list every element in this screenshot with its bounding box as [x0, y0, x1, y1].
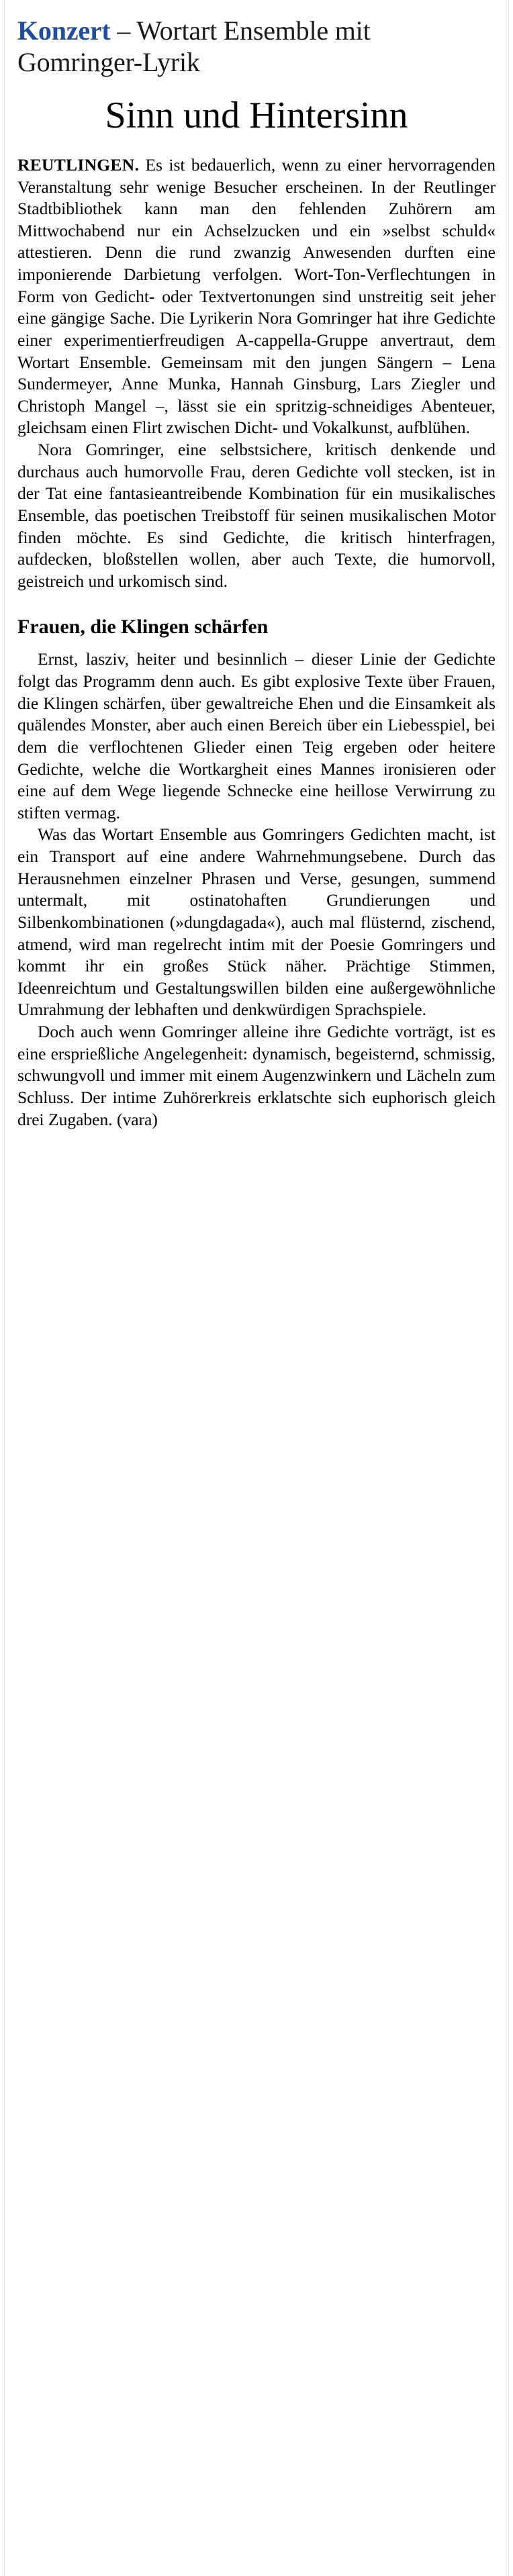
kicker-rest: Wortart Ensemble mit Gomringer-Lyrik — [17, 15, 371, 78]
article-kicker — [17, 15, 496, 78]
kicker-dash: – — [110, 15, 137, 46]
paragraph-2: Nora Gomringer, eine selbstsichere, kritisch denkende und durchaus auch humorvolle Frau, deren Gedichte voll stecken, ist in der Tat eine fantasieantreibende Kombination für ein musikalisches Ensemble, das poetischen Treibstoff für seinen musikalischen Motor finden möchte. Es sind Gedichte, die kritisch hinterfragen, aufdecken, bloßstellen wollen, aber auch Texte, die humorvoll, geistreich und urkomisch sind. — [17, 440, 496, 591]
article-subheading: Frauen, die Klingen schärfen — [17, 616, 269, 638]
paragraph-lead — [17, 154, 496, 439]
article-headline: Sinn und Hintersinn — [105, 95, 408, 137]
dateline: REUTLINGEN. — [17, 154, 140, 175]
column-rule-left — [4, 0, 5, 2576]
paragraph-3: Ernst, lasziv, heiter und besinnlich – dieser Linie der Gedichte folgt das Programm denn auch. Es gibt explosive Texte über Frauen, die Klingen schärfen, über gewaltreiche Ehen und die Einsamkeit als quälendes Monster, aber auch einen Bereich über ein Liebesspiel, bei dem die verflochtenen Glieder einen Teig ergeben oder heitere Gedichte, welche die Wortkargheit eines Mannes ironisieren oder eine auf dem Wege liegende Schnecke eine heillose Verwirrung zu stiften vermag. — [17, 649, 496, 822]
paragraph-5: Doch auch wenn Gomringer alleine ihre Gedichte vorträgt, ist es eine ersprießliche Angelegenheit: dynamisch, begeisternd, schmissig, schwungvoll und immer mit einem Augenzwinkern und Lächeln zum Schluss. Der intime Zuhörerkreis erklatschte sich euphorisch gleich drei Zugaben. (vara) — [17, 1022, 496, 1129]
paragraph-4: Was das Wortart Ensemble aus Gomringers Gedichten macht, ist ein Transport auf eine andere Wahrnehmungsebene. Durch das Herausnehmen einzelner Phrasen und Verse, gesungen, summend untermalt, mit ostinatohaften Grundierungen und Silbenkombinationen (»dungdagada«), auch mal flüsternd, zischend, atmend, wird man regelrecht intim mit der Poesie Gomringers und kommt ihr ein großes Stück näher. Prächtige Stimmen, Ideenreichtum und Gestaltungswillen bilden eine außergewöhnliche Umrahmung der lebhaften und denkwürdigen Sprachspiele. — [17, 824, 496, 1020]
column-rule-right — [508, 0, 509, 2576]
paragraph-lead-text: Es ist bedauerlich, wenn zu einer hervorragenden Veranstaltung sehr wenige Besucher erscheinen. In der Reutlinger Stadtbibliothek kann man den fehlenden Zuhörern am Mittwochabend nur ein Achselzucken und ein »selbst schuld« attestieren. Denn die rund zwanzig Anwesenden durften eine imponierende Darbietung verfolgen. Wort-Ton-Verflechtungen in Form von Gedicht- oder Textvertonungen sind unstreitig seit jeher eine gängige Sache. Die Lyrikerin Nora Gomringer hat ihre Gedichte einer experimentierfreudigen A-cappella-Gruppe anvertraut, dem Wortart Ensemble. Gemeinsam mit den jungen Sängern – Lena Sundermeyer, Anne Munka, Hannah Ginsburg, Lars Ziegler und Christoph Mangel –, lässt sie ein spritzig-schneidiges Abenteuer, gleichsam einen Flirt zwischen Dicht- und Vokalkunst, aufblühen. — [17, 154, 496, 438]
kicker-label: Konzert — [17, 15, 111, 46]
article-body — [17, 154, 496, 1131]
